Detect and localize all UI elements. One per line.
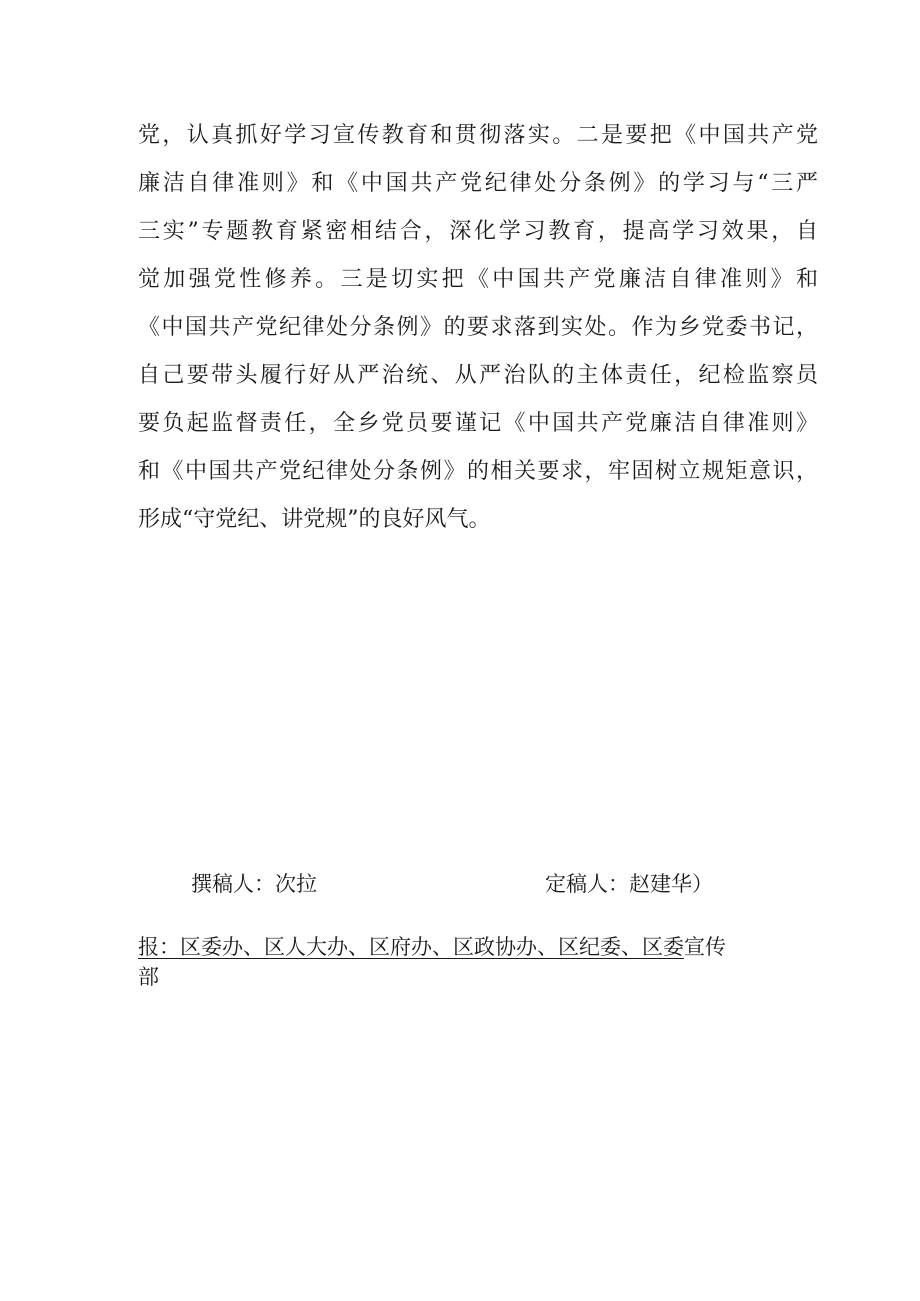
body-line-9: 形成“守党纪、讲党规”的良好风气。 [138,507,491,532]
report-recipients-rest: 宣传 [684,935,726,959]
body-line-5: 《中国共产党纪律处分条例》的要求落到实处。作为乡党委书记， [138,315,818,340]
body-line-1: 党，认真抓好学习宣传教育和贯彻落实。二是要把《中国共产党 [138,123,818,148]
body-line-8: 和《中国共产党纪律处分条例》的相关要求，牢固树立规矩意识， [138,459,818,484]
report-line-2: 部 [138,965,159,989]
body-paragraph [138,112,818,544]
body-line-4: 觉加强党性修养。三是切实把《中国共产党廉洁自律准则》和 [138,267,818,292]
signature-row [0,864,920,904]
report-recipients-underlined: 报：区委办、区人大办、区府办、区政协办、区纪委、区委 [138,935,684,959]
report-recipients [138,932,818,992]
body-line-7: 要负起监督责任，全乡党员要谨记《中国共产党廉洁自律准则》 [138,411,818,436]
body-line-6: 自己要带头履行好从严治统、从严治队的主体责任，纪检监察员 [138,363,818,388]
body-line-2: 廉洁自律准则》和《中国共产党纪律处分条例》的学习与“三严 [138,171,818,196]
body-line-3: 三实”专题教育紧密相结合，深化学习教育，提高学习效果，自 [138,219,818,244]
report-line-1 [138,932,818,962]
finalizer-label: 定稿人：赵建华） [545,872,713,896]
drafter-label: 撰稿人：次拉 [191,872,317,896]
